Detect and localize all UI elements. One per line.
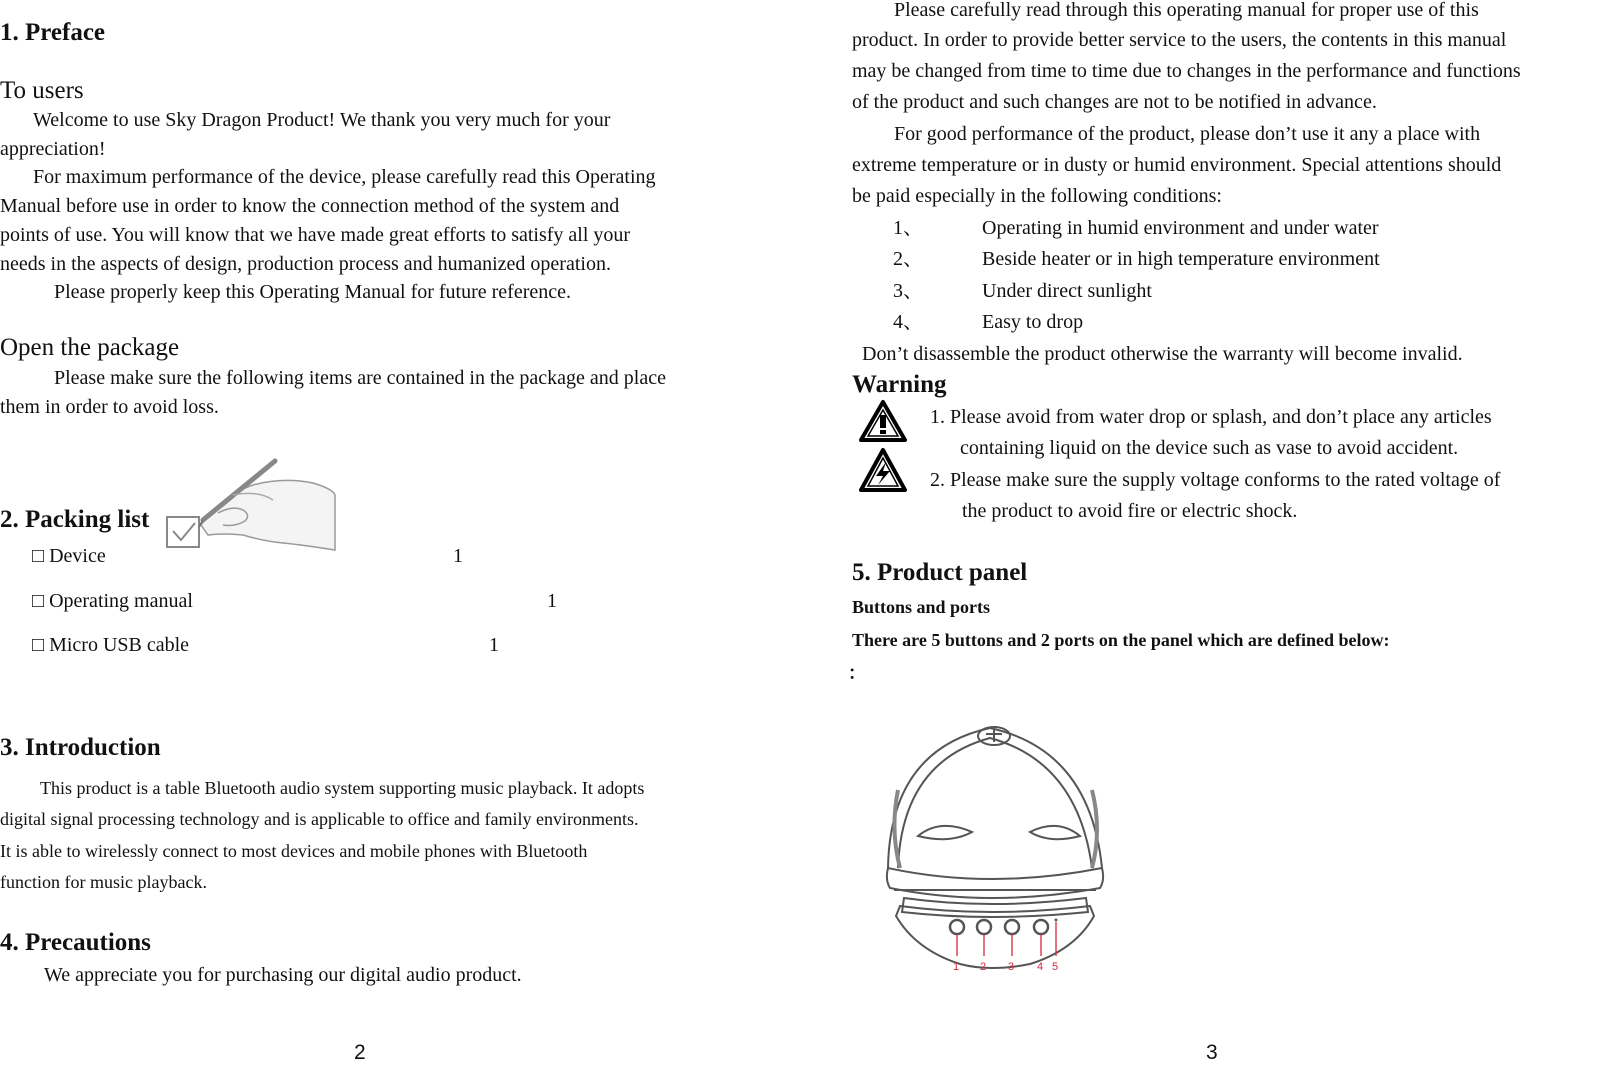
condition-4-number: 4、 [893,311,923,333]
panel-description: There are 5 buttons and 2 ports on the panel which are defined below: [852,630,1390,650]
diagram-callout-2: 2 [980,961,987,973]
right-paragraph-1-line-1: Please carefully read through this operating manual for proper use of this [894,0,1479,21]
packing-item-manual-qty: 1 [547,590,557,612]
hand-writing-checkbox-icon [163,455,339,555]
to-users-heading: To users [0,77,84,104]
packing-list-heading: 2. Packing list [0,506,150,533]
precautions-paragraph: We appreciate you for purchasing our digital audio product. [44,964,522,986]
to-users-paragraph-2-line-4: needs in the aspects of design, production process and humanized operation. [0,253,611,275]
warning-1-line-2: containing liquid on the device such as vase to avoid accident. [960,437,1459,459]
panel-description-colon: ： [848,663,866,683]
introduction-heading: 3. Introduction [0,734,161,761]
to-users-paragraph-2-line-2: Manual before use in order to know the connection method of the system and [0,195,620,217]
warning-heading: Warning [852,371,947,398]
packing-item-device: □ Device [32,545,106,567]
open-package-heading: Open the package [0,334,180,361]
precautions-heading: 4. Precautions [0,929,151,956]
condition-3-text: Under direct sunlight [982,280,1152,302]
product-panel-heading: 5. Product panel [852,559,1028,586]
right-paragraph-1-line-2: product. In order to provide better service to the users, the contents in this manual [852,29,1507,51]
speaker-panel-diagram [880,720,1130,980]
condition-2-text: Beside heater or in high temperature environment [982,248,1380,270]
electric-shock-warning-icon [858,447,908,493]
warning-1-line-1: 1. Please avoid from water drop or splash, and don’t place any articles [930,406,1492,428]
page-number-left: 2 [354,1041,366,1064]
introduction-line-2: digital signal processing technology and is applicable to office and family environments. [0,809,639,829]
warning-2-line-2: the product to avoid fire or electric shock. [962,500,1298,522]
packing-item-usb-cable: □ Micro USB cable [32,634,190,656]
condition-1-text: Operating in humid environment and under water [982,217,1379,239]
page-number-right: 3 [1206,1041,1218,1064]
diagram-callout-5: 5 [1052,961,1059,973]
to-users-paragraph-1-line-2: appreciation! [0,138,106,160]
to-users-paragraph-2-line-1: For maximum performance of the device, please carefully read this Operating [33,166,656,188]
condition-3-number: 3、 [893,280,923,302]
to-users-paragraph-2-line-3: points of use. You will know that we have made great efforts to satisfy all your [0,224,631,246]
open-package-line-2: them in order to avoid loss. [0,396,219,418]
packing-item-device-qty: 1 [453,545,463,567]
right-paragraph-2-line-1: For good performance of the product, please don’t use it any a place with [894,123,1481,145]
right-paragraph-2-line-3: be paid especially in the following conditions: [852,185,1222,207]
buttons-and-ports-heading: Buttons and ports [852,597,991,617]
introduction-line-3: It is able to wirelessly connect to most devices and mobile phones with Bluetooth [0,841,588,861]
packing-item-usb-cable-qty: 1 [489,634,499,656]
right-paragraph-2-line-2: extreme temperature or in dusty or humid environment. Special attentions should [852,154,1502,176]
condition-4-text: Easy to drop [982,311,1084,333]
right-paragraph-1-line-4: of the product and such changes are not to be notified in advance. [852,91,1377,113]
packing-item-manual: □ Operating manual [32,590,193,612]
disassemble-warning: Don’t disassemble the product otherwise the warranty will become invalid. [862,343,1463,365]
warning-2-line-1: 2. Please make sure the supply voltage conforms to the rated voltage of [930,469,1501,491]
introduction-line-4: function for music playback. [0,872,207,892]
preface-heading: 1. Preface [0,19,106,46]
diagram-callout-1: 1 [953,961,960,973]
diagram-callout-3: 3 [1008,961,1015,973]
condition-1-number: 1、 [893,217,923,239]
to-users-paragraph-3: Please properly keep this Operating Manual for future reference. [54,281,572,303]
right-paragraph-1-line-3: may be changed from time to time due to changes in the performance and functions [852,60,1521,82]
open-package-line-1: Please make sure the following items are contained in the package and place [54,367,666,389]
exclamation-warning-icon [858,399,908,443]
introduction-line-1: This product is a table Bluetooth audio system supporting music playback. It adopts [40,778,645,798]
to-users-paragraph-1-line-1: Welcome to use Sky Dragon Product! We thank you very much for your [33,109,611,131]
diagram-callout-4: 4 [1037,961,1044,973]
condition-2-number: 2、 [893,248,923,270]
